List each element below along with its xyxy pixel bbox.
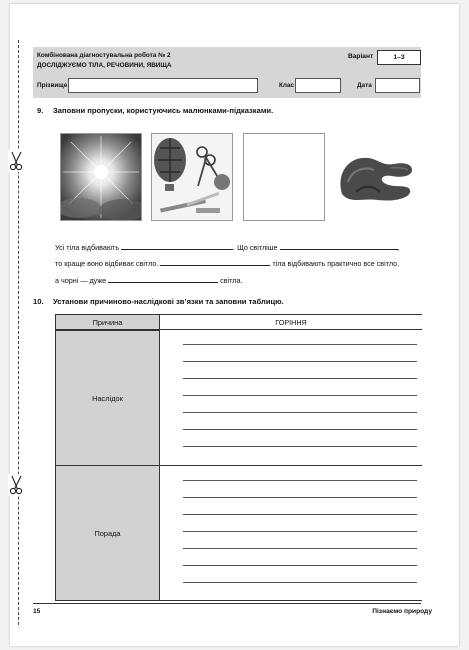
text-fragment: світла. (220, 276, 243, 285)
answer-line[interactable] (183, 582, 417, 583)
text-fragment: то краще воно відбиває світло. (55, 259, 159, 268)
text-fragment: а чорні — дуже (55, 276, 107, 285)
blank-field[interactable] (160, 258, 270, 266)
task-text: Заповни пропуски, користуючись малюнками-підказками. (53, 106, 274, 115)
task-text: Установи причиново-наслідкові зв’язки та заповни таблицю. (53, 297, 284, 306)
answer-line[interactable] (183, 395, 417, 396)
task-9-heading (37, 106, 417, 118)
answer-line[interactable] (183, 361, 417, 362)
date-field[interactable] (375, 78, 420, 93)
answer-line[interactable] (183, 429, 417, 430)
task-9-sentence-2 (55, 258, 399, 268)
surname-label: Прізвище (37, 82, 68, 89)
blank-field[interactable] (280, 242, 398, 250)
task-9-sentence-3 (55, 275, 243, 285)
hot-air-balloon-scissors-image (151, 133, 233, 221)
variant-label: Варіант (348, 53, 374, 60)
scissors-icon (8, 150, 28, 172)
variant-value: 1–3 (377, 50, 421, 65)
task-10-heading (33, 297, 423, 309)
date-label: Дата (357, 82, 372, 89)
class-label: Клас (279, 82, 295, 89)
task-number: 10. (33, 297, 44, 306)
row-divider (160, 600, 422, 601)
worksheet-header (33, 47, 421, 98)
task-number: 9. (37, 106, 44, 115)
class-field[interactable] (295, 78, 341, 93)
answer-line[interactable] (183, 531, 417, 532)
answer-line[interactable] (183, 497, 417, 498)
blank-field[interactable] (108, 275, 218, 283)
work-subtitle: ДОСЛІДЖУЄМО ТІЛА, РЕЧОВИНИ, ЯВИЩА (37, 62, 172, 69)
cut-line (18, 40, 19, 625)
page-number: 15 (33, 608, 41, 615)
blank-white-image (243, 133, 325, 221)
text-fragment: , (397, 243, 400, 252)
text-fragment: Усі тіла відбивають (55, 243, 120, 252)
text-fragment: тіла відбивають практично все світло, (272, 259, 400, 268)
book-title: Пізнаємо природу (372, 608, 432, 615)
row-label-consequence (55, 330, 160, 466)
answer-line[interactable] (183, 514, 417, 515)
task-9-sentence-1 (55, 242, 400, 252)
row-divider (160, 465, 422, 466)
text-fragment: . Що світліше (233, 243, 278, 252)
blank-field[interactable] (121, 242, 233, 250)
column-header-burning: ГОРІННЯ (160, 314, 422, 330)
row-label-text: Наслідок (92, 393, 123, 403)
answer-line[interactable] (183, 446, 417, 447)
answer-line[interactable] (183, 548, 417, 549)
footer-divider (33, 603, 421, 604)
column-header-cause: Причина (55, 314, 160, 330)
row-label-advice (55, 465, 160, 601)
row-label-text: Порада (94, 528, 121, 538)
answer-line[interactable] (183, 480, 417, 481)
answer-line[interactable] (183, 565, 417, 566)
sun-in-clouds-image (60, 133, 142, 221)
surname-field[interactable] (68, 78, 258, 93)
answer-line[interactable] (183, 378, 417, 379)
answer-line[interactable] (183, 344, 417, 345)
cause-effect-table (55, 314, 422, 601)
answer-line[interactable] (183, 412, 417, 413)
work-title: Комбінована діагностувальна робота № 2 (37, 52, 171, 59)
scissors-icon (8, 474, 28, 496)
dark-plasticine-image (333, 133, 415, 221)
